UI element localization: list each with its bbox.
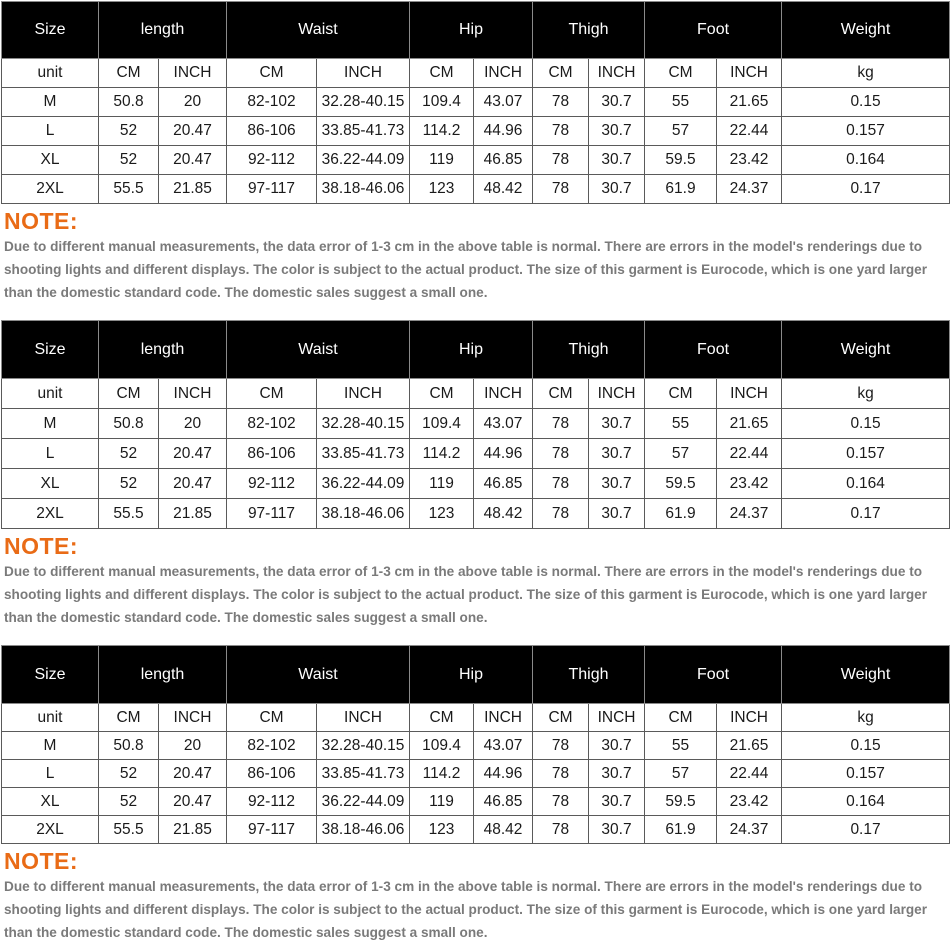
note-section: [0, 204, 950, 304]
table-cell: 30.7: [589, 88, 645, 117]
header-length: length: [99, 646, 227, 704]
table-cell: 78: [533, 760, 589, 788]
table-cell: 86-106: [227, 760, 317, 788]
table-cell: XL: [2, 788, 99, 816]
unit-cell: INCH: [717, 59, 782, 88]
table-row: [2, 469, 950, 499]
table-cell: 61.9: [645, 816, 717, 844]
table-row: [2, 146, 950, 175]
table-cell: 38.18-46.06: [317, 499, 410, 529]
unit-cell: kg: [782, 379, 950, 409]
table-cell: 61.9: [645, 499, 717, 529]
table-cell: 32.28-40.15: [317, 409, 410, 439]
table-cell: 33.85-41.73: [317, 439, 410, 469]
table-cell: XL: [2, 146, 99, 175]
table-cell: 30.7: [589, 499, 645, 529]
unit-cell: INCH: [159, 59, 227, 88]
table-cell: 20: [159, 732, 227, 760]
header-hip: Hip: [410, 321, 533, 379]
table-cell: 32.28-40.15: [317, 88, 410, 117]
table-cell: 0.17: [782, 816, 950, 844]
table-cell: 82-102: [227, 88, 317, 117]
unit-cell: CM: [227, 704, 317, 732]
unit-row: [2, 379, 950, 409]
table-cell: 48.42: [474, 175, 533, 204]
table-cell: 78: [533, 499, 589, 529]
table-cell: 97-117: [227, 175, 317, 204]
table-cell: 86-106: [227, 439, 317, 469]
table-cell: 23.42: [717, 469, 782, 499]
table-row: [2, 788, 950, 816]
unit-row: [2, 59, 950, 88]
header-weight: Weight: [782, 321, 950, 379]
unit-cell: CM: [533, 59, 589, 88]
unit-cell: CM: [645, 59, 717, 88]
header-foot: Foot: [645, 2, 782, 59]
table-cell: 30.7: [589, 409, 645, 439]
header-size: Size: [2, 2, 99, 59]
table-cell: 78: [533, 439, 589, 469]
unit-cell: unit: [2, 704, 99, 732]
table-cell: 86-106: [227, 117, 317, 146]
header-length: length: [99, 321, 227, 379]
unit-cell: unit: [2, 59, 99, 88]
table-cell: 78: [533, 146, 589, 175]
table-cell: M: [2, 732, 99, 760]
table-cell: 52: [99, 439, 159, 469]
table-row: [2, 439, 950, 469]
note-text: Due to different manual measurements, the data error of 1-3 cm in the above table is normal. There are errors in the model's renderings due to shooting lights and different displays. The color is subject to the actual product. The size of this garment is Eurocode, which is one yard larger than the domestic standard code. The domestic sales suggest a small one.: [4, 239, 928, 300]
table-cell: 23.42: [717, 146, 782, 175]
table-cell: 50.8: [99, 732, 159, 760]
table-cell: 119: [410, 788, 474, 816]
table-cell: L: [2, 439, 99, 469]
table-cell: 92-112: [227, 788, 317, 816]
table-cell: 44.96: [474, 439, 533, 469]
table-cell: 0.17: [782, 499, 950, 529]
table-cell: 114.2: [410, 760, 474, 788]
table-cell: 55.5: [99, 816, 159, 844]
unit-cell: INCH: [717, 704, 782, 732]
table-row: [2, 117, 950, 146]
table-row: [2, 499, 950, 529]
table-cell: 20.47: [159, 146, 227, 175]
unit-cell: CM: [410, 704, 474, 732]
table-cell: 21.65: [717, 732, 782, 760]
table-cell: 57: [645, 117, 717, 146]
table-cell: 22.44: [717, 439, 782, 469]
table-cell: 78: [533, 816, 589, 844]
unit-row: [2, 704, 950, 732]
table-cell: 0.164: [782, 788, 950, 816]
unit-cell: INCH: [589, 704, 645, 732]
header-foot: Foot: [645, 646, 782, 704]
table-cell: 30.7: [589, 175, 645, 204]
unit-cell: CM: [645, 704, 717, 732]
unit-cell: INCH: [317, 704, 410, 732]
table-cell: 50.8: [99, 409, 159, 439]
table-cell: 119: [410, 469, 474, 499]
table-cell: 48.42: [474, 499, 533, 529]
unit-cell: INCH: [474, 59, 533, 88]
header-waist: Waist: [227, 646, 410, 704]
note-section: [0, 529, 950, 629]
table-cell: 78: [533, 175, 589, 204]
unit-cell: INCH: [589, 379, 645, 409]
table-cell: L: [2, 760, 99, 788]
table-cell: 48.42: [474, 816, 533, 844]
table-cell: 92-112: [227, 146, 317, 175]
table-cell: 21.85: [159, 175, 227, 204]
table-cell: 57: [645, 439, 717, 469]
table-cell: 52: [99, 146, 159, 175]
note-title: NOTE:: [4, 533, 79, 559]
table-cell: 46.85: [474, 469, 533, 499]
unit-cell: kg: [782, 59, 950, 88]
table-cell: 30.7: [589, 469, 645, 499]
header-size: Size: [2, 646, 99, 704]
table-cell: 20: [159, 88, 227, 117]
table-cell: 82-102: [227, 732, 317, 760]
table-cell: 0.15: [782, 409, 950, 439]
table-cell: 20.47: [159, 760, 227, 788]
unit-cell: INCH: [474, 704, 533, 732]
table-cell: 46.85: [474, 146, 533, 175]
table-row: [2, 88, 950, 117]
unit-cell: CM: [227, 59, 317, 88]
header-waist: Waist: [227, 321, 410, 379]
table-row: [2, 175, 950, 204]
table-cell: 0.157: [782, 117, 950, 146]
table-cell: 44.96: [474, 117, 533, 146]
unit-cell: CM: [533, 704, 589, 732]
unit-cell: INCH: [317, 59, 410, 88]
table-cell: 24.37: [717, 175, 782, 204]
size-table: [1, 645, 950, 844]
unit-cell: INCH: [589, 59, 645, 88]
table-cell: 109.4: [410, 732, 474, 760]
table-cell: 2XL: [2, 499, 99, 529]
unit-cell: CM: [99, 379, 159, 409]
table-cell: 22.44: [717, 760, 782, 788]
table-cell: 109.4: [410, 88, 474, 117]
table-cell: 21.65: [717, 409, 782, 439]
table-cell: 2XL: [2, 175, 99, 204]
size-block-1: [0, 1, 950, 304]
header-thigh: Thigh: [533, 646, 645, 704]
table-cell: 59.5: [645, 146, 717, 175]
table-cell: 36.22-44.09: [317, 469, 410, 499]
table-cell: 23.42: [717, 788, 782, 816]
unit-cell: CM: [410, 59, 474, 88]
note-title: NOTE:: [4, 848, 79, 874]
table-cell: 43.07: [474, 88, 533, 117]
unit-cell: CM: [227, 379, 317, 409]
unit-cell: INCH: [159, 379, 227, 409]
table-cell: 36.22-44.09: [317, 788, 410, 816]
table-cell: 24.37: [717, 816, 782, 844]
note-text: Due to different manual measurements, the data error of 1-3 cm in the above table is normal. There are errors in the model's renderings due to shooting lights and different displays. The color is subject to the actual product. The size of this garment is Eurocode, which is one yard larger than the domestic standard code. The domestic sales suggest a small one.: [4, 564, 928, 625]
table-cell: 0.15: [782, 88, 950, 117]
table-cell: 59.5: [645, 469, 717, 499]
table-cell: 0.157: [782, 439, 950, 469]
header-thigh: Thigh: [533, 321, 645, 379]
table-cell: 21.65: [717, 88, 782, 117]
table-cell: 52: [99, 469, 159, 499]
table-cell: 78: [533, 469, 589, 499]
table-cell: 0.157: [782, 760, 950, 788]
header-size: Size: [2, 321, 99, 379]
table-cell: 55: [645, 409, 717, 439]
table-cell: 30.7: [589, 439, 645, 469]
table-row: [2, 732, 950, 760]
table-cell: 92-112: [227, 469, 317, 499]
unit-cell: INCH: [159, 704, 227, 732]
table-cell: 21.85: [159, 816, 227, 844]
table-cell: 57: [645, 760, 717, 788]
table-cell: 0.15: [782, 732, 950, 760]
header-row: [2, 321, 950, 379]
size-table: [1, 320, 950, 529]
unit-cell: INCH: [717, 379, 782, 409]
table-cell: 55: [645, 732, 717, 760]
table-cell: 61.9: [645, 175, 717, 204]
table-cell: 20.47: [159, 439, 227, 469]
table-cell: 38.18-46.06: [317, 816, 410, 844]
header-weight: Weight: [782, 646, 950, 704]
table-cell: 55: [645, 88, 717, 117]
header-row: [2, 646, 950, 704]
table-cell: 22.44: [717, 117, 782, 146]
table-cell: 52: [99, 117, 159, 146]
table-row: [2, 760, 950, 788]
table-cell: 38.18-46.06: [317, 175, 410, 204]
table-cell: 36.22-44.09: [317, 146, 410, 175]
size-block-2: [0, 320, 950, 629]
table-cell: 21.85: [159, 499, 227, 529]
unit-cell: kg: [782, 704, 950, 732]
table-cell: 30.7: [589, 117, 645, 146]
table-cell: 2XL: [2, 816, 99, 844]
table-cell: 33.85-41.73: [317, 760, 410, 788]
unit-cell: INCH: [474, 379, 533, 409]
table-cell: M: [2, 88, 99, 117]
table-row: [2, 816, 950, 844]
size-table: [1, 1, 950, 204]
table-cell: 43.07: [474, 732, 533, 760]
unit-cell: CM: [99, 704, 159, 732]
note-title: NOTE:: [4, 208, 79, 234]
table-cell: 20.47: [159, 469, 227, 499]
table-cell: 30.7: [589, 732, 645, 760]
table-cell: 46.85: [474, 788, 533, 816]
table-cell: 0.17: [782, 175, 950, 204]
table-cell: 30.7: [589, 788, 645, 816]
table-cell: 20: [159, 409, 227, 439]
table-cell: 0.164: [782, 469, 950, 499]
table-cell: 55.5: [99, 175, 159, 204]
table-cell: 50.8: [99, 88, 159, 117]
unit-cell: CM: [99, 59, 159, 88]
table-cell: M: [2, 409, 99, 439]
note-text: Due to different manual measurements, the data error of 1-3 cm in the above table is normal. There are errors in the model's renderings due to shooting lights and different displays. The color is subject to the actual product. The size of this garment is Eurocode, which is one yard larger than the domestic standard code. The domestic sales suggest a small one.: [4, 879, 928, 940]
table-cell: 55.5: [99, 499, 159, 529]
unit-cell: CM: [410, 379, 474, 409]
table-cell: 52: [99, 760, 159, 788]
table-cell: 44.96: [474, 760, 533, 788]
table-cell: L: [2, 117, 99, 146]
table-cell: 78: [533, 409, 589, 439]
table-cell: 114.2: [410, 117, 474, 146]
table-cell: 32.28-40.15: [317, 732, 410, 760]
unit-cell: CM: [533, 379, 589, 409]
table-cell: 20.47: [159, 117, 227, 146]
table-cell: 30.7: [589, 760, 645, 788]
header-foot: Foot: [645, 321, 782, 379]
table-cell: 59.5: [645, 788, 717, 816]
table-cell: 123: [410, 175, 474, 204]
unit-cell: unit: [2, 379, 99, 409]
table-cell: 78: [533, 88, 589, 117]
unit-cell: CM: [645, 379, 717, 409]
header-thigh: Thigh: [533, 2, 645, 59]
table-cell: 78: [533, 117, 589, 146]
table-cell: XL: [2, 469, 99, 499]
table-cell: 43.07: [474, 409, 533, 439]
table-cell: 97-117: [227, 499, 317, 529]
table-cell: 97-117: [227, 816, 317, 844]
table-cell: 82-102: [227, 409, 317, 439]
table-cell: 20.47: [159, 788, 227, 816]
header-length: length: [99, 2, 227, 59]
table-cell: 78: [533, 732, 589, 760]
table-cell: 52: [99, 788, 159, 816]
table-cell: 119: [410, 146, 474, 175]
table-cell: 114.2: [410, 439, 474, 469]
header-row: [2, 2, 950, 59]
table-cell: 33.85-41.73: [317, 117, 410, 146]
table-cell: 24.37: [717, 499, 782, 529]
table-cell: 123: [410, 816, 474, 844]
table-cell: 109.4: [410, 409, 474, 439]
unit-cell: INCH: [317, 379, 410, 409]
note-section: [0, 844, 950, 944]
table-cell: 30.7: [589, 816, 645, 844]
header-hip: Hip: [410, 2, 533, 59]
table-cell: 78: [533, 788, 589, 816]
table-row: [2, 409, 950, 439]
table-cell: 123: [410, 499, 474, 529]
header-waist: Waist: [227, 2, 410, 59]
header-weight: Weight: [782, 2, 950, 59]
table-cell: 0.164: [782, 146, 950, 175]
header-hip: Hip: [410, 646, 533, 704]
size-block-3: [0, 645, 950, 944]
table-cell: 30.7: [589, 146, 645, 175]
